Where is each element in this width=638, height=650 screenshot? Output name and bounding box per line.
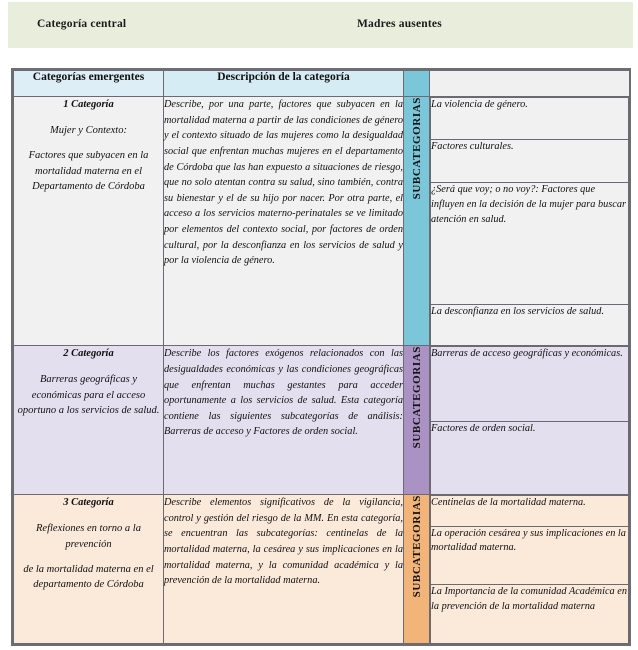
column-header-strip [404,71,430,97]
column-header-emergent-categories: Categorías emergentes [14,71,164,97]
category-2-title: 2 Categoría [63,348,114,360]
subcategory-item: La desconfianza en los servicios de salud. [431,304,629,345]
column-header-subcategories [430,71,630,97]
banner-label-central-category: Categoría central [37,18,127,30]
column-header-category-description: Descripción de la categoría [164,71,404,97]
cell-subcategories-2 [430,346,630,495]
category-3-subtitle: Reflexiones en torno a la prevención [36,523,141,550]
cell-description-category-3: Describe elementos significativos de la vigilancia, control y gestión del riesgo de la MM. En esta categoría, se encuentran las subcategorías: centinelas de la mortalidad materna, la cesárea y sus implicaciones en la mortalidad materna, y la comunidad académica y la prevención de la mortalidad materna. [164,495,404,644]
cell-subcategories-strip-2 [404,346,430,495]
top-banner [8,2,633,48]
subcategories-vertical-label-3: SUBCATEGORIAS [410,495,423,598]
subcategory-item: Factores de orden social. [431,422,629,495]
cell-emergent-category-2 [14,346,164,495]
cell-subcategories-strip-1 [404,97,430,346]
category-3-title: 3 Categoría [63,497,114,509]
subcategory-item: Factores culturales. [431,140,629,182]
table-header-row [14,71,630,97]
category-1-subtitle: Mujer y Contexto: [50,125,127,137]
subcategory-list-2 [430,346,629,494]
category-3-detail: de la mortalidad materna en el departamento de Córdoba [23,563,154,590]
cell-subcategories-3 [430,495,630,644]
subcategory-list-3 [430,495,629,643]
subcategory-item: La operación cesárea y sus implicaciones en la mortalidad materna. [431,526,629,585]
subcategory-item: La Importancia de la comunidad Académica en la prevención de la mortalidad materna [431,585,629,643]
table-row-category-3 [14,495,630,644]
subcategories-vertical-label-2: SUBCATEGORIAS [410,346,423,449]
subcategory-item: Centinelas de la mortalidad materna. [431,496,629,526]
category-1-title: 1 Categoría [63,99,114,110]
subcategory-list-1 [430,97,629,345]
table-row-category-1 [14,97,630,346]
subcategory-item: La violencia de género. [431,98,629,140]
category-1-detail: Factores que subyacen en la mortalidad materna en el Departamento de Córdoba [28,150,149,192]
cell-subcategories-1 [430,97,630,346]
cell-emergent-category-1 [14,97,164,346]
cell-description-category-2: Describe los factores exógenos relacionados con las desigualdades económicas y las condiciones geográficas que enfrentan muchas gestantes para acceder oportunamente a los servicios de salud. Esta categoría contiene las siguientes subcategorías de análisis: Barreras de acceso y Factores de orden social. [164,346,404,495]
category-matrix-table [11,68,631,646]
cell-description-category-1: Describe, por una parte, factores que subyacen en la mortalidad materna a partir de las condiciones de género y el contexto situado de las mujeres como la desigualdad social que enfrentan muchas mujeres en el departamento de Córdoba que las han expuesto a situaciones de riesgo, que no solo atentan contra su salud, sino también, contra su bienestar y el de su hijo por nacer. Por otra parte, el acceso a los servicios materno-perinatales se ve limitado por elementos del contexto social, por factores de orden cultural, por la desconfianza en los servicios de salud y por la violencia de género. [164,97,404,346]
subcategory-item: ¿Será que voy; o no voy?: Factores que influyen en la decisión de la mujer para buscar atención en salud. [431,182,629,304]
table-row-category-2 [14,346,630,495]
banner-label-absent-mothers: Madres ausentes [357,18,442,30]
cell-emergent-category-3 [14,495,164,644]
category-2-subtitle: Barreras geográficas y económicas para el acceso oportuno a los servicios de salud. [17,374,160,416]
subcategory-item: Barreras de acceso geográficas y económicas. [431,347,629,422]
cell-subcategories-strip-3 [404,495,430,644]
subcategories-vertical-label-1: SUBCATEGORIAS [410,97,423,200]
